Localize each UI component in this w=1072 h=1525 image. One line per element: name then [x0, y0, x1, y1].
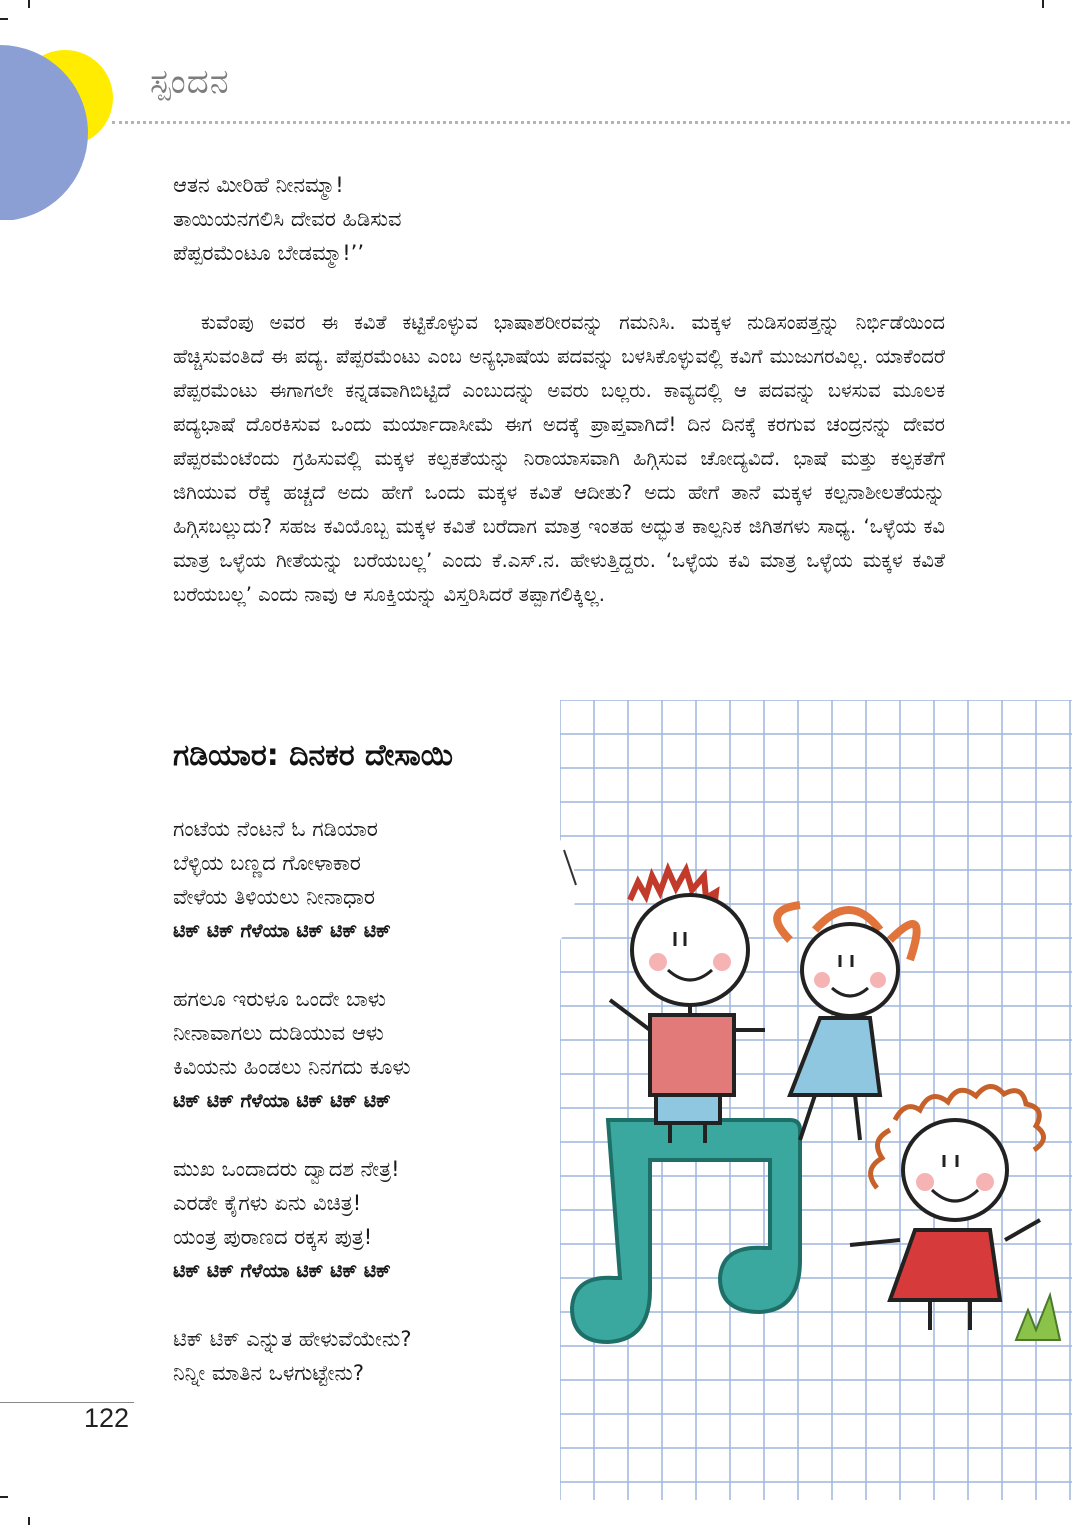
poem-line: ಎರಡೇ ಕೈಗಳು ಏನು ವಿಚಿತ್ರ! — [173, 1191, 362, 1215]
section-heading: ಗಡಿಯಾರ: ದಿನಕರ ದೇಸಾಯಿ — [173, 738, 453, 773]
poem-line: ಕಿವಿಯನು ಹಿಂಡಲು ನಿನಗದು ಕೂಳು — [173, 1055, 411, 1079]
curly-girl-figure — [850, 1086, 1044, 1330]
grass — [1016, 1295, 1060, 1340]
commentary-paragraph: ಕುವೆಂಪು ಅವರ ಈ ಕವಿತೆ ಕಟ್ಟಿಕೊಳ್ಳುವ ಭಾಷಾಶರೀರವನ್ನು ಗಮನಿಸಿ. ಮಕ್ಕಳ ನುಡಿಸಂಪತ್ತನ್ನು ನಿರ್ಭಿಡೆಯಿಂದ ಹೆಚ್ಚಿಸುವಂತಿದೆ ಈ ಪದ್ಯ. ಪೆಪ್ಪರಮೆಂಟು ಎಂಬ ಅನ್ಯಭಾಷೆಯ ಪದವನ್ನು ಬಳಸಿಕೊಳ್ಳುವಲ್ಲಿ ಕವಿಗೆ ಮುಜುಗರವಿಲ್ಲ. ಯಾಕೆಂದರೆ ಪೆಪ್ಪರಮೆಂಟು ಈಗಾಗಲೇ ಕನ್ನಡವಾಗಿಬಿಟ್ಟಿದೆ ಎಂಬುದನ್ನು ಅವರು ಬಲ್ಲರು. ಕಾವ್ಯದಲ್ಲಿ ಆ ಪದವನ್ನು ಬಳಸುವ ಮೂಲಕ ಪದ್ಯಭಾಷೆ ದೊರಕಿಸುವ ಒಂದು ಮರ್ಯಾದಾಸೀಮೆ ಈಗ ಅದಕ್ಕೆ ಪ್ರಾಪ್ತವಾಗಿದೆ! ದಿನ ದಿನಕ್ಕೆ ಕರಗುವ ಚಂದ್ರನನ್ನು ದೇವರ ಪೆಪ್ಪರಮೆಂಟೆಂದು ಗ್ರಹಿಸುವಲ್ಲಿ ಮಕ್ಕಳ ಕಲ್ಪಕತೆಯನ್ನು ನಿರಾಯಾಸವಾಗಿ ಹಿಗ್ಗಿಸುವ ಚೋದ್ಯವಿದೆ. ಭಾಷೆ ಮತ್ತು ಕಲ್ಪಕತೆಗೆ ಜಿಗಿಯುವ ರೆಕ್ಕೆ ಹಚ್ಚದೆ ಅದು ಹೇಗೆ ಒಂದು ಮಕ್ಕಳ ಕವಿತೆ ಆದೀತು? ಅದು ಹೇಗೆ ತಾನೆ ಮಕ್ಕಳ ಕಲ್ಪನಾಶೀಲತೆಯನ್ನು ಹಿಗ್ಗಿಸಬಲ್ಲುದು? ಸಹಜ ಕವಿಯೊಬ್ಬ ಮಕ್ಕಳ ಕವಿತೆ ಬರೆದಾಗ ಮಾತ್ರ ಇಂತಹ ಅದ್ಭುತ ಕಾಲ್ಪನಿಕ ಜಿಗಿತಗಳು ಸಾಧ್ಯ. ‘ಒಳ್ಳೆಯ ಕವಿ ಮಾತ್ರ ಒಳ್ಳೆಯ ಗೀತೆಯನ್ನು ಬರೆಯಬಲ್ಲ’ ಎಂದು ಕೆ.ಎಸ್.ನ. ಹೇಳುತ್ತಿದ್ದರು. ‘ಒಳ್ಳೆಯ ಕವಿ ಮಾತ್ರ ಒಳ್ಳೆಯ ಮಕ್ಕಳ ಕವಿತೆ ಬರೆಯಬಲ್ಲ’ ಎಂದು ನಾವು ಆ ಸೂಕ್ತಿಯನ್ನು ವಿಸ್ತರಿಸಿದರೆ ತಪ್ಪಾಗಲಿಕ್ಕಿಲ್ಲ. — [173, 311, 945, 606]
verse-line: ತಾಯಿಯನಗಲಿಸಿ ದೇವರ ಹಿಡಿಸುವ — [173, 207, 402, 231]
header-decoration — [0, 40, 140, 220]
crop-mark — [0, 18, 8, 20]
children-illustration — [560, 700, 1072, 1500]
poem-line: ಗಂಟೆಯ ನೆಂಟನೆ ಓ ಗಡಿಯಾರ — [173, 817, 378, 841]
page-number: 122 — [84, 1403, 130, 1433]
crop-mark — [28, 1517, 30, 1525]
crop-mark — [28, 0, 30, 8]
poem-line: ವೇಳೆಯ ತಿಳಿಯಲು ನೀನಾಧಾರ — [173, 885, 376, 909]
poem-stanza-1 — [173, 812, 391, 948]
chapter-title: ಸ್ಪಂದನ — [150, 62, 230, 102]
poem-stanza-3 — [173, 1152, 400, 1288]
poem-line: ಯಂತ್ರ ಪುರಾಣದ ರಕ್ಕಸ ಪುತ್ರ! — [173, 1225, 373, 1249]
poem-line: ನೀನಾವಾಗಲು ದುಡಿಯುವ ಆಳು — [173, 1021, 384, 1045]
poem-stanza-2 — [173, 982, 411, 1118]
poem-line: ಹಗಲೂ ಇರುಳೂ ಒಂದೇ ಬಾಳು — [173, 987, 386, 1011]
poem-chorus: ಟಿಕ್ ಟಿಕ್ ಗೆಳೆಯಾ ಟಿಕ್ ಟಿಕ್ ಟಿಕ್ — [173, 920, 391, 942]
grid-paper — [560, 700, 1072, 1500]
crop-mark — [1042, 0, 1044, 8]
verse-line: ಪೆಪ್ಪರಮೆಂಟೂ ಬೇಡಮ್ಮಾ!’’ — [173, 241, 365, 265]
poem-line: ಮುಖ ಒಂದಾದರು ದ್ವಾದಶ ನೇತ್ರ! — [173, 1157, 400, 1181]
poem-line: ಟಿಕ್ ಟಿಕ್ ಎನ್ನುತ ಹೇಳುವೆಯೇನು? — [173, 1327, 412, 1351]
crop-mark — [0, 1496, 8, 1498]
poem-chorus: ಟಿಕ್ ಟಿಕ್ ಗೆಳೆಯಾ ಟಿಕ್ ಟಿಕ್ ಟಿಕ್ — [173, 1090, 391, 1112]
poem-line: ಬೆಳ್ಳಿಯ ಬಣ್ಣದ ಗೋಳಾಕಾರ — [173, 851, 361, 875]
verse-line: ಆತನ ಮೀರಿಹೆ ನೀನಮ್ಮಾ! — [173, 173, 344, 197]
poem-line: ನಿನ್ನೀ ಮಾತಿನ ಒಳಗುಟ್ಟೇನು? — [173, 1361, 364, 1385]
verse-intro — [173, 168, 402, 270]
torn-edge — [560, 840, 578, 940]
header-divider — [112, 121, 1070, 124]
poem-chorus: ಟಿಕ್ ಟಿಕ್ ಗೆಳೆಯಾ ಟಿಕ್ ಟಿಕ್ ಟಿಕ್ — [173, 1260, 391, 1282]
music-note-icon — [572, 1120, 800, 1342]
poem-stanza-4 — [173, 1322, 411, 1390]
